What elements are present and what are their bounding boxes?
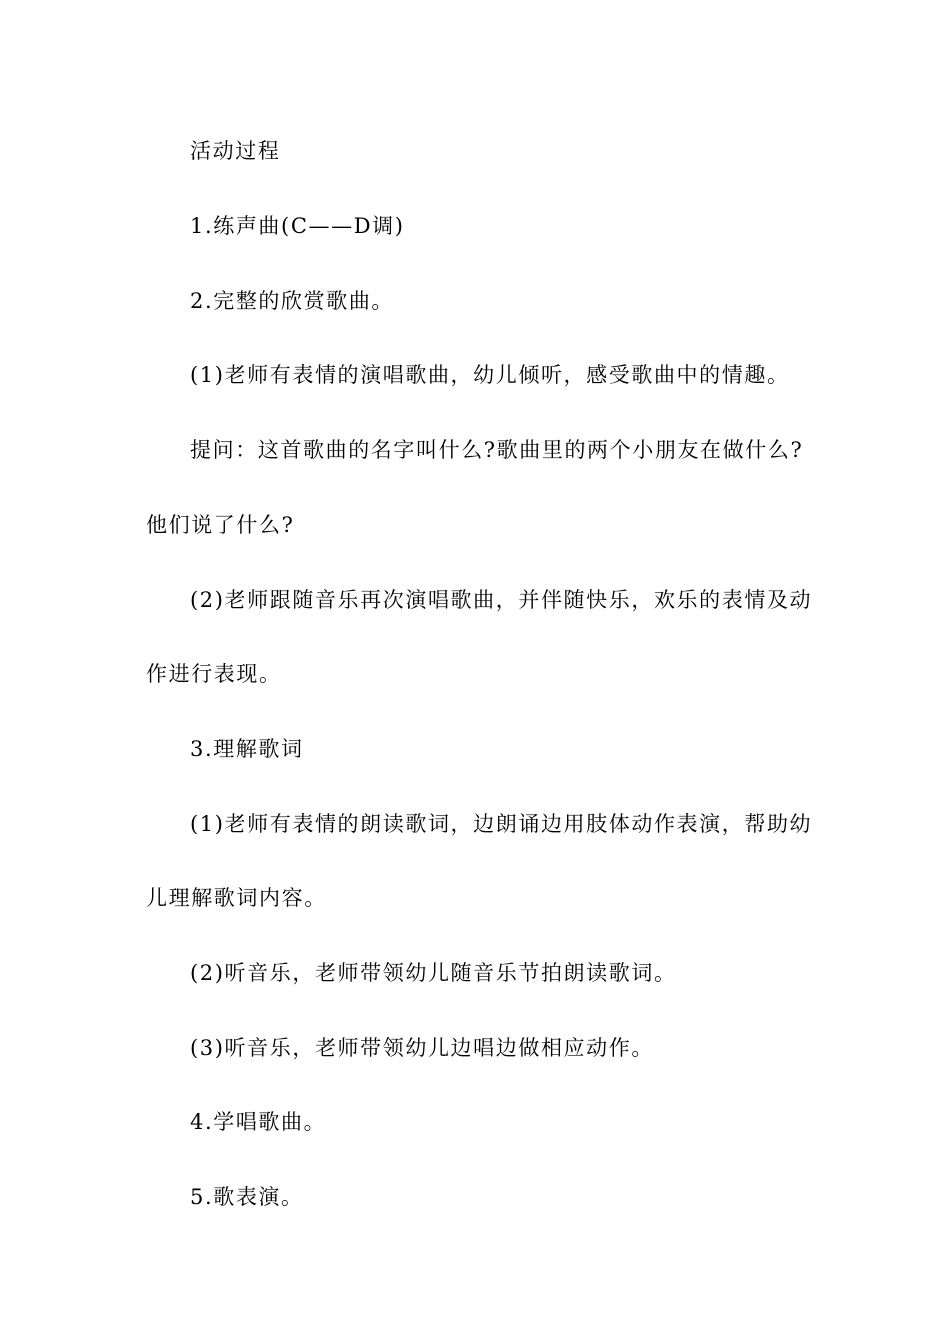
step-3-sub-1-text: (1)老师有表情的朗读歌词，边朗诵边用肢体动作表演，帮助幼: [190, 812, 813, 836]
step-1-text: 1.练声曲(C——D调): [190, 214, 405, 238]
step-3-sub-3-text: (3)听音乐，老师带领幼儿边唱边做相应动作。: [190, 1036, 654, 1060]
step-2-sub-2-text: (2)老师跟随音乐再次演唱歌曲，并伴随快乐，欢乐的表情及动: [190, 588, 813, 612]
question-text: 提问：这首歌曲的名字叫什么?歌曲里的两个小朋友在做什么?: [190, 438, 804, 462]
step-2-text: 2.完整的欣赏歌曲。: [190, 289, 395, 313]
step-3-sub-2-text: (2)听音乐，老师带领幼儿随音乐节拍朗读歌词。: [190, 961, 677, 985]
step-4-text: 4.学唱歌曲。: [190, 1110, 327, 1134]
section-heading: 活动过程: [190, 139, 281, 163]
step-2-sub-2-text-continued: 作进行表现。: [146, 662, 282, 686]
step-5-text: 5.歌表演。: [190, 1185, 304, 1209]
step-2-sub-1-text: (1)老师有表情的演唱歌曲，幼儿倾听，感受歌曲中的情趣。: [190, 363, 790, 387]
step-3-text: 3.理解歌词: [190, 737, 304, 761]
step-3-sub-1-text-continued: 儿理解歌词内容。: [146, 886, 327, 910]
question-text-continued: 他们说了什么?: [146, 513, 295, 537]
